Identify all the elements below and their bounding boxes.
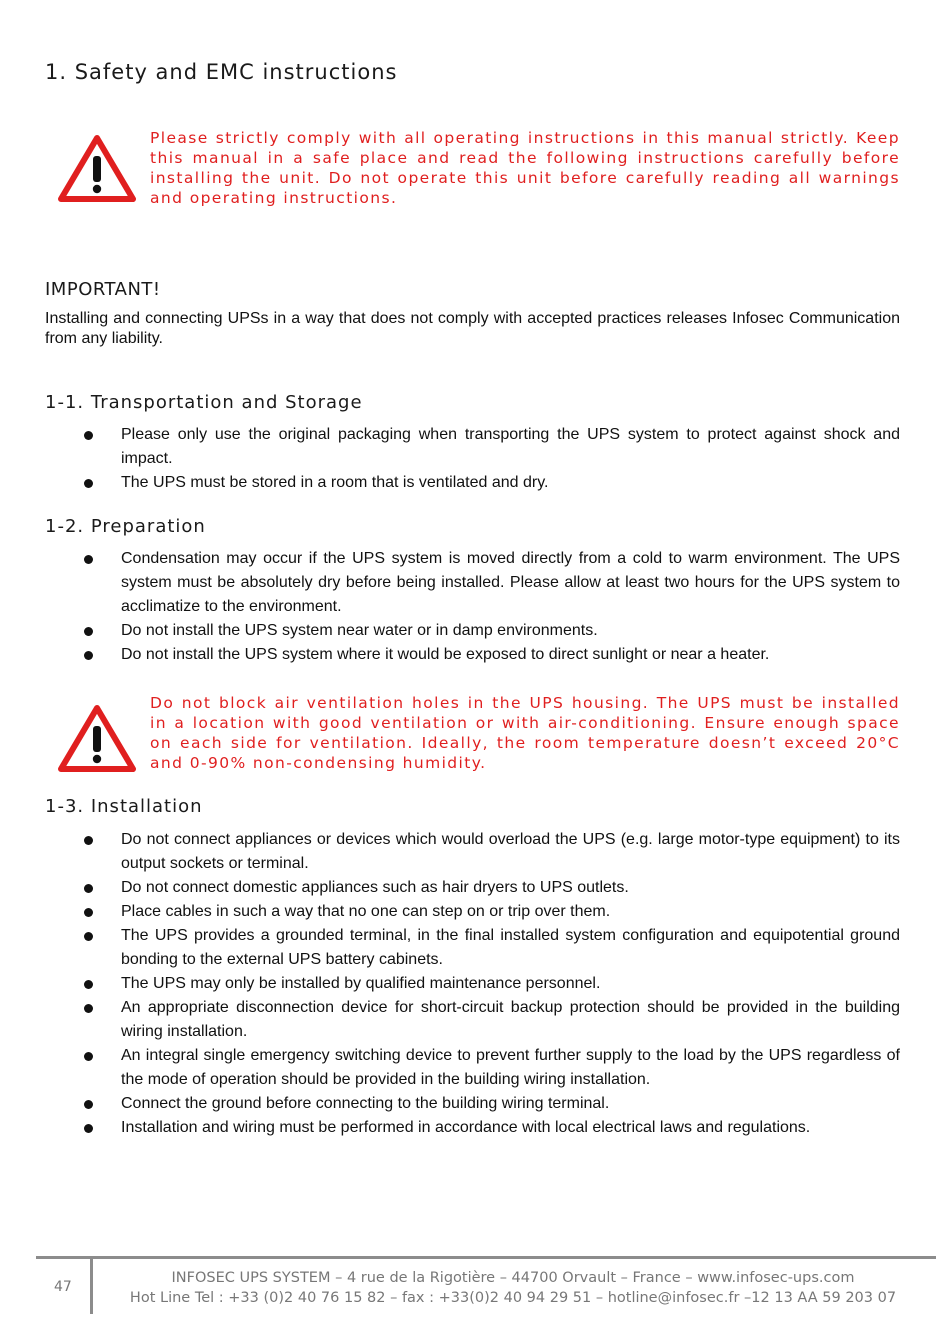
list-item: Condensation may occur if the UPS system is moved directly from a cold to warm environment. The UPS system must be absolutely dry before being installed. Please allow at least two hours for the UPS system to acclimatize to the environment.	[0, 547, 900, 619]
bullet-icon	[84, 932, 93, 941]
bullet-list-transport	[0, 423, 900, 495]
bullet-icon	[84, 1004, 93, 1013]
section-heading: 1. Safety and EMC instructions	[45, 60, 398, 84]
warning-text-safety: Please strictly comply with all operating instructions in this manual strictly. Keep this manual in a safe place and read the following instructions carefully before installing the unit. Do not operate this unit before carefully reading all warnings and operating instructions.	[150, 129, 900, 207]
list-item: The UPS must be stored in a room that is ventilated and dry.	[0, 471, 900, 495]
warning-triangle-icon	[58, 704, 136, 772]
important-text: Installing and connecting UPSs in a way that does not comply with accepted practices releases Infosec Communication from any liability.	[45, 310, 900, 347]
bullet-icon	[84, 884, 93, 893]
page-number: 47	[54, 1279, 72, 1295]
footer-vertical-divider	[90, 1259, 93, 1314]
footer-contact: Hot Line Tel : +33 (0)2 40 76 15 82 – fax : +33(0)2 40 94 29 51 – hotline@infosec.fr –12 13 AA 59 203 07	[129, 1290, 897, 1306]
bullet-icon	[84, 980, 93, 989]
subsection-title-preparation: 1-2. Preparation	[45, 516, 206, 537]
footer-address: INFOSEC UPS SYSTEM – 4 rue de la Rigotière – 44700 Orvault – France – www.infosec-ups.com	[171, 1270, 855, 1286]
bullet-icon	[84, 651, 93, 660]
bullet-icon	[84, 1124, 93, 1133]
important-heading: IMPORTANT!	[45, 279, 161, 300]
bullet-icon	[84, 836, 93, 845]
subsection-title-installation: 1-3. Installation	[45, 796, 203, 817]
bullet-icon	[84, 1052, 93, 1061]
list-item: The UPS provides a grounded terminal, in the final installed system configuration and equipotential ground bonding to the external UPS battery cabinets.	[0, 924, 900, 972]
warning-text-ventilation: Do not block air ventilation holes in the UPS housing. The UPS must be installed in a location with good ventilation or with air-conditioning. Ensure enough space on each side for ventilation. Ideally, the room temperature doesn’t exceed 20°C and 0-90% non-condensing humidity.	[150, 694, 900, 772]
list-item: Do not install the UPS system near water or in damp environments.	[0, 619, 900, 643]
bullet-list-installation	[0, 828, 900, 1140]
bullet-icon	[84, 479, 93, 488]
list-item: Connect the ground before connecting to the building wiring terminal.	[0, 1092, 900, 1116]
bullet-icon	[84, 627, 93, 636]
bullet-icon	[84, 555, 93, 564]
list-item: Do not connect appliances or devices which would overload the UPS (e.g. large motor-type equipment) to its output sockets or terminal.	[0, 828, 900, 876]
warning-triangle-icon	[58, 134, 136, 202]
list-item: Place cables in such a way that no one can step on or trip over them.	[0, 900, 900, 924]
list-item: Do not connect domestic appliances such as hair dryers to UPS outlets.	[0, 876, 900, 900]
bullet-icon	[84, 908, 93, 917]
bullet-list-preparation	[0, 547, 900, 667]
list-item: Please only use the original packaging when transporting the UPS system to protect against shock and impact.	[0, 423, 900, 471]
list-item: An integral single emergency switching device to prevent further supply to the load by the UPS regardless of the mode of operation should be provided in the building wiring installation.	[0, 1044, 900, 1092]
list-item: Do not install the UPS system where it would be exposed to direct sunlight or near a heater.	[0, 643, 900, 667]
bullet-icon	[84, 1100, 93, 1109]
list-item: Installation and wiring must be performed in accordance with local electrical laws and regulations.	[0, 1116, 900, 1140]
list-item: An appropriate disconnection device for short-circuit backup protection should be provided in the building wiring installation.	[0, 996, 900, 1044]
footer-divider	[36, 1256, 936, 1259]
list-item: The UPS may only be installed by qualified maintenance personnel.	[0, 972, 900, 996]
subsection-title-transport: 1-1. Transportation and Storage	[45, 392, 363, 413]
bullet-icon	[84, 431, 93, 440]
